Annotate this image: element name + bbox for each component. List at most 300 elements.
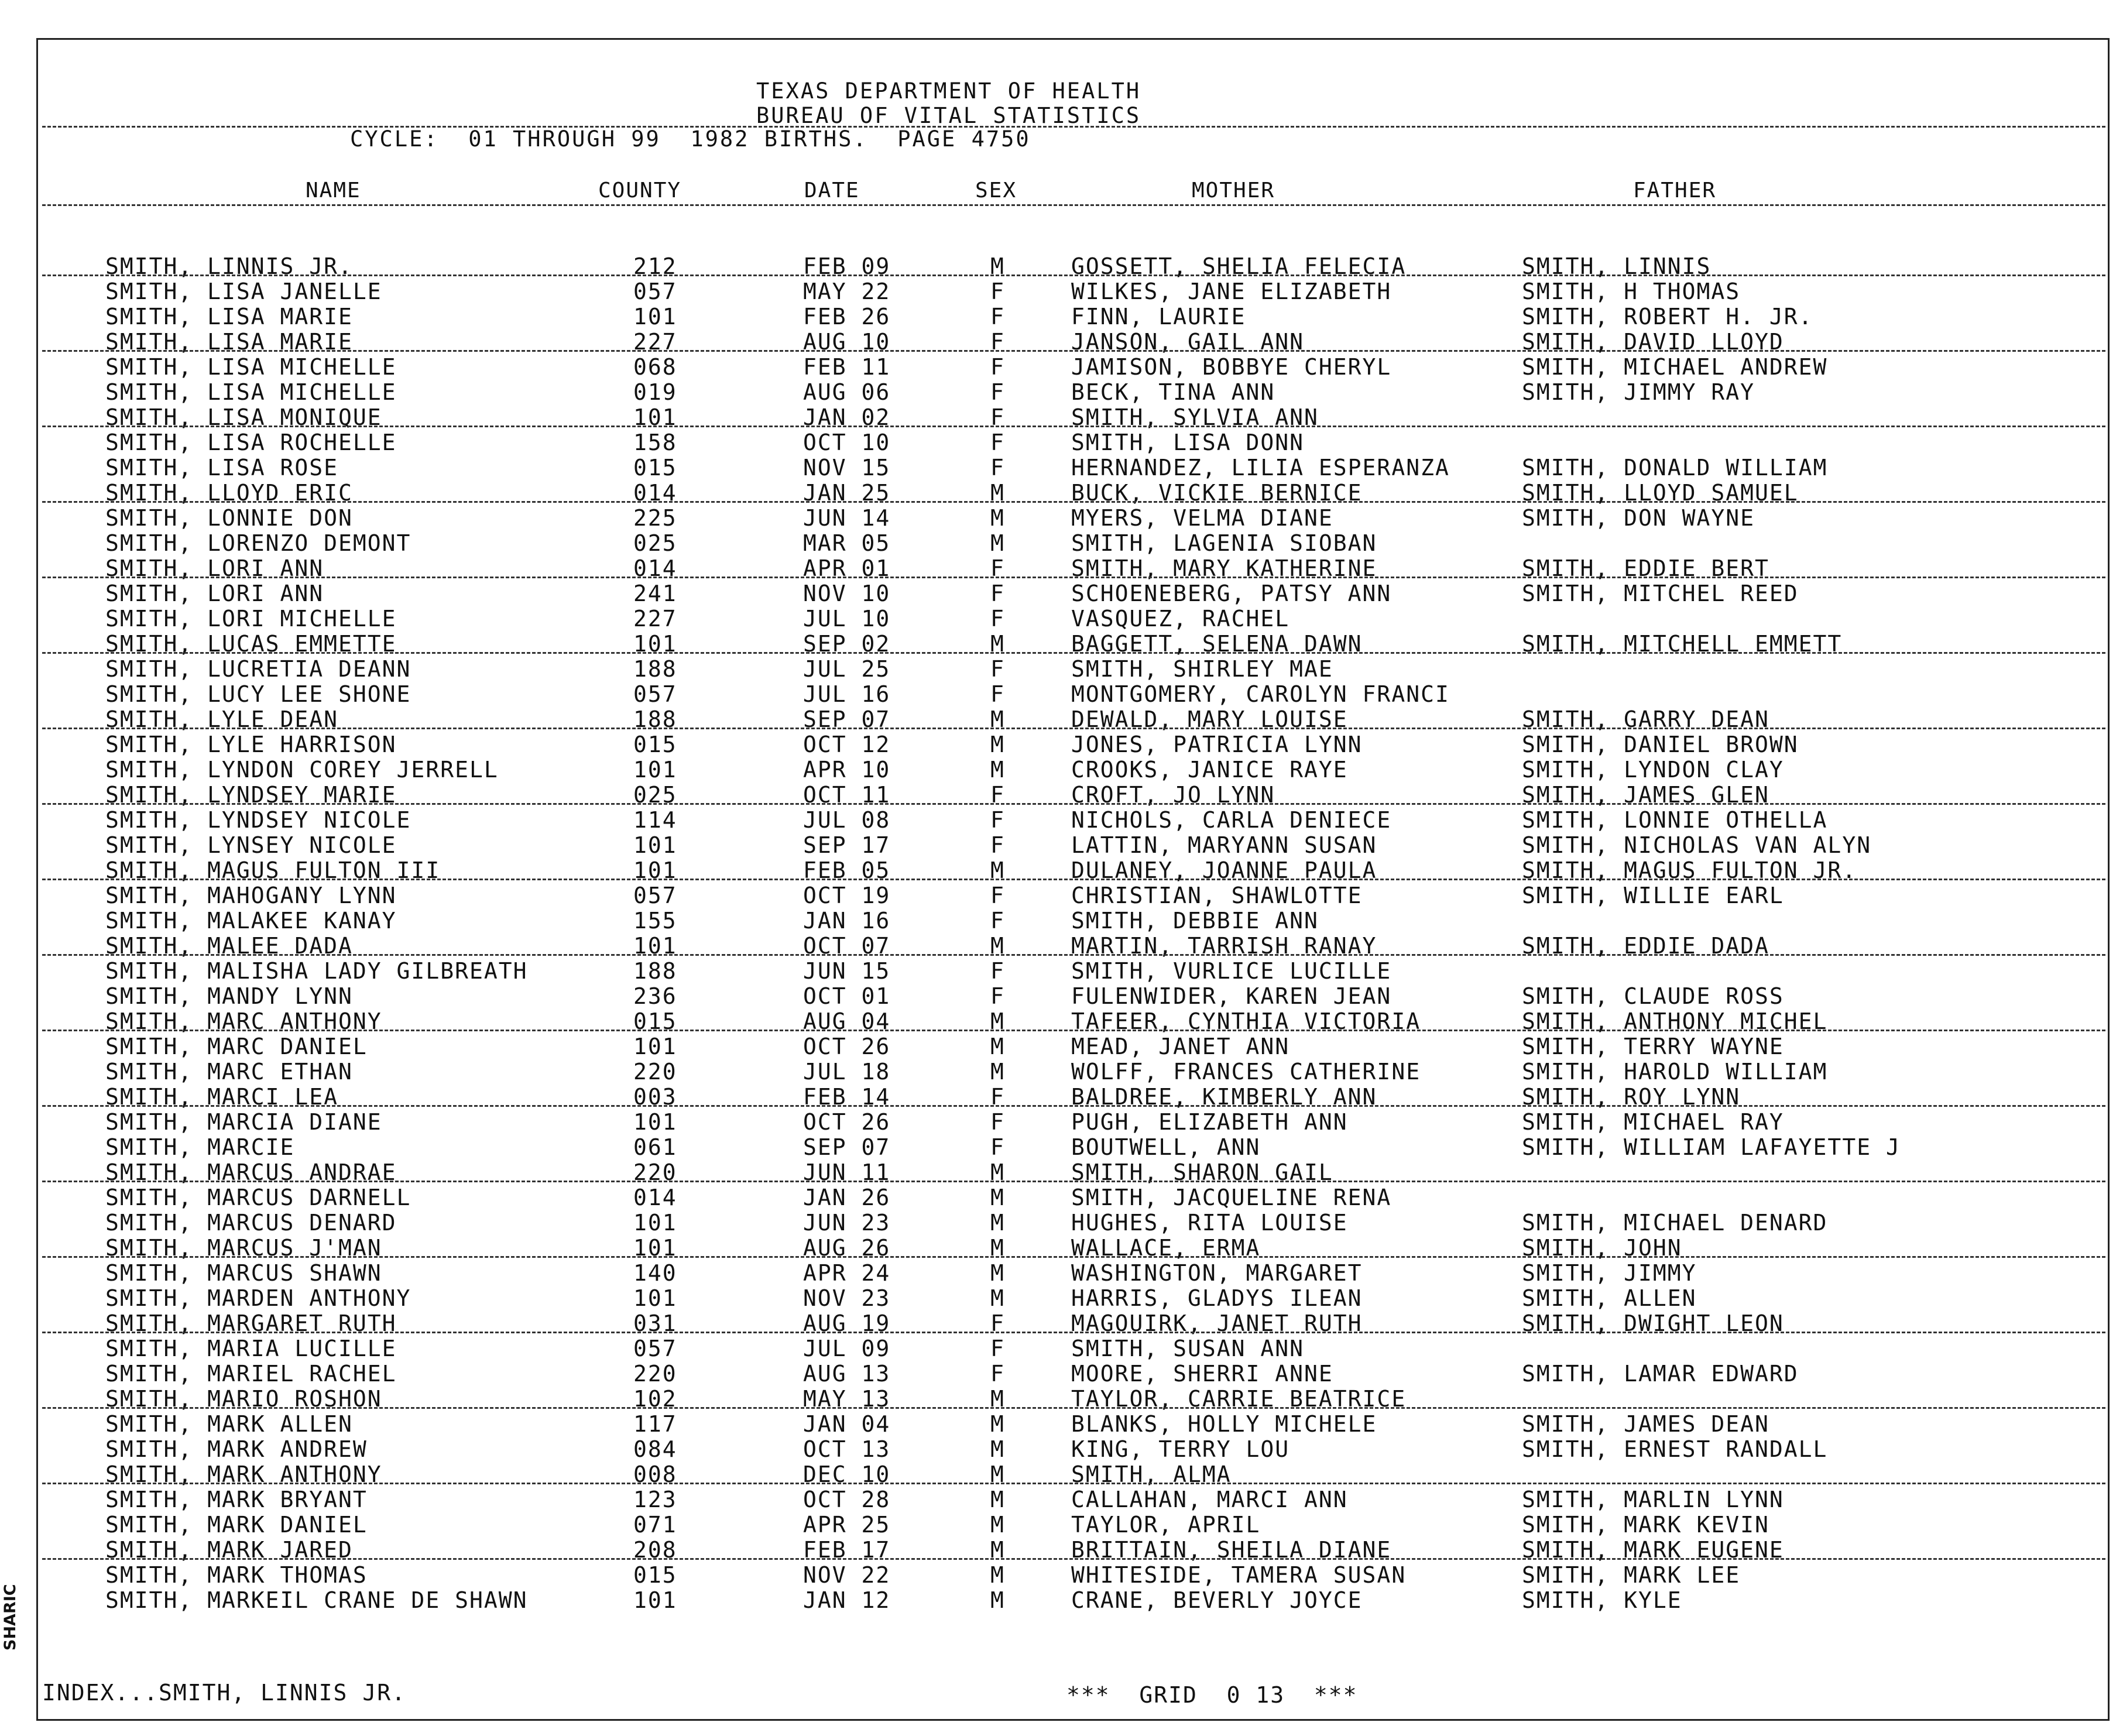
record-county: 101 — [633, 631, 677, 657]
record-sex: M — [990, 1436, 1005, 1462]
record-sex: M — [990, 1159, 1005, 1185]
record-mother: CROFT, JO LYNN — [1071, 782, 1275, 808]
record-county: 101 — [633, 857, 677, 883]
record-date: SEP 17 — [803, 832, 891, 858]
record-county: 212 — [633, 253, 677, 279]
record-father: SMITH, H THOMAS — [1522, 279, 1741, 304]
record-sex: M — [990, 1285, 1005, 1311]
record-name: SMITH, MALAKEE KANAY — [105, 908, 397, 934]
record-name: SMITH, MARKEIL CRANE DE SHAWN — [105, 1587, 528, 1613]
record-county: 003 — [633, 1084, 677, 1110]
record-name: SMITH, LUCAS EMMETTE — [105, 631, 397, 657]
record-father: SMITH, TERRY WAYNE — [1522, 1034, 1784, 1059]
record-sex: F — [990, 1109, 1005, 1135]
record-name: SMITH, MARC DANIEL — [105, 1034, 368, 1059]
record-date: OCT 13 — [803, 1436, 891, 1462]
record-mother: SMITH, SHARON GAIL — [1071, 1159, 1333, 1185]
table-row — [0, 833, 2123, 859]
record-father: SMITH, JOHN — [1522, 1235, 1682, 1261]
record-county: 014 — [633, 1185, 677, 1210]
record-name: SMITH, LORI ANN — [105, 555, 324, 581]
record-father: SMITH, MAGUS FULTON JR. — [1522, 857, 1857, 883]
record-name: SMITH, LISA ROCHELLE — [105, 430, 397, 455]
record-name: SMITH, MAGUS FULTON III — [105, 857, 441, 883]
record-father: SMITH, GARRY DEAN — [1522, 706, 1769, 732]
record-date: JUL 18 — [803, 1059, 891, 1085]
record-date: APR 10 — [803, 757, 891, 783]
table-row — [0, 1110, 2123, 1135]
record-sex: F — [990, 1310, 1005, 1336]
record-father: SMITH, MITCHELL EMMETT — [1522, 631, 1843, 657]
record-date: JAN 12 — [803, 1587, 891, 1613]
row-guide-rule — [42, 1483, 2105, 1484]
record-father: SMITH, MARK EUGENE — [1522, 1537, 1784, 1563]
row-guide-rule — [42, 1332, 2105, 1333]
table-row — [0, 531, 2123, 557]
record-date: OCT 19 — [803, 883, 891, 908]
record-date: JAN 26 — [803, 1185, 891, 1210]
record-mother: LATTIN, MARYANN SUSAN — [1071, 832, 1377, 858]
record-father: SMITH, JIMMY RAY — [1522, 379, 1755, 405]
table-row — [0, 506, 2123, 531]
record-sex: M — [990, 1461, 1005, 1487]
record-sex: M — [990, 631, 1005, 657]
record-county: 015 — [633, 1008, 677, 1034]
record-father: SMITH, MARK LEE — [1522, 1562, 1741, 1588]
record-date: FEB 11 — [803, 354, 891, 380]
record-date: APR 01 — [803, 555, 891, 581]
col-header-mother: MOTHER — [1192, 179, 1275, 203]
record-county: 158 — [633, 430, 677, 455]
record-name: SMITH, LORI ANN — [105, 581, 324, 606]
record-sex: F — [990, 656, 1005, 682]
record-father: SMITH, JAMES DEAN — [1522, 1411, 1769, 1437]
record-sex: M — [990, 1386, 1005, 1412]
col-header-sex: SEX — [975, 179, 1017, 203]
record-county: 101 — [633, 1034, 677, 1059]
record-sex: M — [990, 1235, 1005, 1261]
record-mother: SMITH, SHIRLEY MAE — [1071, 656, 1333, 682]
record-name: SMITH, MAHOGANY LYNN — [105, 883, 397, 908]
record-sex: F — [990, 606, 1005, 632]
record-mother: WASHINGTON, MARGARET — [1071, 1260, 1363, 1286]
record-father: SMITH, KYLE — [1522, 1587, 1682, 1613]
row-guide-rule — [42, 1105, 2105, 1107]
record-sex: M — [990, 480, 1005, 506]
record-father: SMITH, MARK KEVIN — [1522, 1512, 1769, 1538]
record-date: OCT 12 — [803, 732, 891, 757]
table-row — [0, 607, 2123, 632]
index-label: INDEX...SMITH, LINNIS JR. — [42, 1680, 406, 1706]
record-name: SMITH, MARGARET RUTH — [105, 1310, 397, 1336]
record-father: SMITH, MICHAEL ANDREW — [1522, 354, 1828, 380]
table-row — [0, 1563, 2123, 1589]
table-row — [0, 1286, 2123, 1312]
row-guide-rule — [42, 350, 2105, 352]
record-sex: M — [990, 1008, 1005, 1034]
record-mother: BALDREE, KIMBERLY ANN — [1071, 1084, 1377, 1110]
record-date: JUL 25 — [803, 656, 891, 682]
grid-label: *** GRID 0 13 *** — [1066, 1682, 1358, 1708]
record-father: SMITH, WILLIE EARL — [1522, 883, 1784, 908]
record-date: OCT 10 — [803, 430, 891, 455]
record-father: SMITH, LONNIE OTHELLA — [1522, 807, 1828, 833]
record-sex: M — [990, 1537, 1005, 1563]
record-name: SMITH, LORI MICHELLE — [105, 606, 397, 632]
table-row — [0, 380, 2123, 406]
col-header-name: NAME — [306, 179, 361, 203]
row-guide-rule — [42, 577, 2105, 578]
record-name: SMITH, LISA MICHELLE — [105, 379, 397, 405]
department-title: TEXAS DEPARTMENT OF HEALTH — [756, 78, 1141, 104]
record-father: SMITH, JIMMY — [1522, 1260, 1697, 1286]
record-sex: F — [990, 304, 1005, 330]
record-name: SMITH, MARCUS J'MAN — [105, 1235, 382, 1261]
record-sex: M — [990, 732, 1005, 757]
table-row — [0, 1060, 2123, 1085]
record-father: SMITH, WILLIAM LAFAYETTE J — [1522, 1134, 1901, 1160]
record-sex: F — [990, 908, 1005, 934]
record-father: SMITH, HAROLD WILLIAM — [1522, 1059, 1828, 1085]
record-father: SMITH, DONALD WILLIAM — [1522, 455, 1828, 481]
record-father: SMITH, JAMES GLEN — [1522, 782, 1769, 808]
record-name: SMITH, MARC ANTHONY — [105, 1008, 382, 1034]
record-mother: PUGH, ELIZABETH ANN — [1071, 1109, 1348, 1135]
record-county: 236 — [633, 983, 677, 1009]
record-mother: KING, TERRY LOU — [1071, 1436, 1290, 1462]
table-row — [0, 959, 2123, 984]
record-sex: F — [990, 782, 1005, 808]
record-county: 084 — [633, 1436, 677, 1462]
record-name: SMITH, MARK ANTHONY — [105, 1461, 382, 1487]
record-sex: M — [990, 1562, 1005, 1588]
row-guide-rule — [42, 728, 2105, 729]
record-county: 101 — [633, 1235, 677, 1261]
record-father: SMITH, LYNDON CLAY — [1522, 757, 1784, 783]
table-row — [0, 758, 2123, 783]
record-county: 220 — [633, 1361, 677, 1387]
record-date: MAR 05 — [803, 530, 891, 556]
record-county: 019 — [633, 379, 677, 405]
row-guide-rule — [42, 426, 2105, 427]
record-date: JUN 11 — [803, 1159, 891, 1185]
record-date: OCT 11 — [803, 782, 891, 808]
record-county: 227 — [633, 606, 677, 632]
record-name: SMITH, LISA MONIQUE — [105, 404, 382, 430]
record-county: 225 — [633, 505, 677, 531]
record-name: SMITH, LISA MARIE — [105, 304, 353, 330]
record-mother: SMITH, DEBBIE ANN — [1071, 908, 1319, 934]
record-sex: M — [990, 757, 1005, 783]
record-name: SMITH, MARK JARED — [105, 1537, 353, 1563]
record-county: 068 — [633, 354, 677, 380]
record-name: SMITH, LUCRETIA DEANN — [105, 656, 411, 682]
record-mother: SMITH, SUSAN ANN — [1071, 1336, 1305, 1361]
record-name: SMITH, MALISHA LADY GILBREATH — [105, 958, 528, 984]
record-date: MAY 22 — [803, 279, 891, 304]
table-row — [0, 1337, 2123, 1362]
record-sex: M — [990, 530, 1005, 556]
record-sex: F — [990, 354, 1005, 380]
record-name: SMITH, LYNDON COREY JERRELL — [105, 757, 499, 783]
record-mother: SMITH, MARY KATHERINE — [1071, 555, 1377, 581]
record-date: OCT 07 — [803, 933, 891, 959]
record-name: SMITH, MARCUS ANDRAE — [105, 1159, 397, 1185]
record-county: 031 — [633, 1310, 677, 1336]
record-name: SMITH, MARCUS DENARD — [105, 1210, 397, 1236]
record-county: 057 — [633, 681, 677, 707]
record-mother: MARTIN, TARRISH RANAY — [1071, 933, 1377, 959]
record-sex: F — [990, 1134, 1005, 1160]
record-date: OCT 28 — [803, 1487, 891, 1512]
record-mother: SMITH, LISA DONN — [1071, 430, 1305, 455]
record-name: SMITH, LLOYD ERIC — [105, 480, 353, 506]
row-guide-rule — [42, 1558, 2105, 1560]
record-name: SMITH, MARK ANDREW — [105, 1436, 368, 1462]
record-date: JUN 15 — [803, 958, 891, 984]
record-county: 101 — [633, 1210, 677, 1236]
record-father: SMITH, LAMAR EDWARD — [1522, 1361, 1799, 1387]
record-sex: F — [990, 329, 1005, 355]
record-county: 101 — [633, 404, 677, 430]
record-name: SMITH, MARIO ROSHON — [105, 1386, 382, 1412]
row-guide-rule — [42, 803, 2105, 805]
record-sex: F — [990, 1084, 1005, 1110]
table-row — [0, 1186, 2123, 1211]
record-mother: HERNANDEZ, LILIA ESPERANZA — [1071, 455, 1450, 481]
record-date: FEB 05 — [803, 857, 891, 883]
record-date: AUG 10 — [803, 329, 891, 355]
record-mother: TAYLOR, CARRIE BEATRICE — [1071, 1386, 1407, 1412]
record-name: SMITH, LORENZO DEMONT — [105, 530, 411, 556]
record-mother: SCHOENEBERG, PATSY ANN — [1071, 581, 1392, 606]
record-name: SMITH, MANDY LYNN — [105, 983, 353, 1009]
row-guide-rule — [42, 501, 2105, 503]
record-mother: DEWALD, MARY LOUISE — [1071, 706, 1348, 732]
record-father: SMITH, ALLEN — [1522, 1285, 1697, 1311]
record-name: SMITH, MARK DANIEL — [105, 1512, 368, 1538]
record-mother: SMITH, VURLICE LUCILLE — [1071, 958, 1392, 984]
record-mother: WHITESIDE, TAMERA SUSAN — [1071, 1562, 1407, 1588]
record-sex: M — [990, 1185, 1005, 1210]
record-county: 114 — [633, 807, 677, 833]
record-county: 101 — [633, 304, 677, 330]
record-county: 102 — [633, 1386, 677, 1412]
col-header-father: FATHER — [1633, 179, 1717, 203]
record-mother: MONTGOMERY, CAROLYN FRANCI — [1071, 681, 1450, 707]
record-mother: JONES, PATRICIA LYNN — [1071, 732, 1363, 757]
table-row — [0, 1211, 2123, 1236]
record-sex: M — [990, 1059, 1005, 1085]
record-sex: F — [990, 404, 1005, 430]
record-county: 025 — [633, 530, 677, 556]
record-county: 061 — [633, 1134, 677, 1160]
table-row — [0, 280, 2123, 305]
record-name: SMITH, LYNDSEY MARIE — [105, 782, 397, 808]
bureau-title: BUREAU OF VITAL STATISTICS — [756, 103, 1141, 128]
record-sex: F — [990, 958, 1005, 984]
record-county: 101 — [633, 933, 677, 959]
record-father: SMITH, ROBERT H. JR. — [1522, 304, 1813, 330]
record-county: 025 — [633, 782, 677, 808]
record-father: SMITH, DAVID LLOYD — [1522, 329, 1784, 355]
record-date: JUN 14 — [803, 505, 891, 531]
record-date: JAN 25 — [803, 480, 891, 506]
record-county: 014 — [633, 480, 677, 506]
record-county: 208 — [633, 1537, 677, 1563]
record-date: NOV 22 — [803, 1562, 891, 1588]
record-sex: M — [990, 253, 1005, 279]
record-name: SMITH, LINNIS JR. — [105, 253, 353, 279]
record-date: JUL 08 — [803, 807, 891, 833]
record-name: SMITH, LUCY LEE SHONE — [105, 681, 411, 707]
record-date: FEB 09 — [803, 253, 891, 279]
table-row — [0, 582, 2123, 607]
record-date: JUN 23 — [803, 1210, 891, 1236]
record-father: SMITH, MITCHEL REED — [1522, 581, 1799, 606]
table-row — [0, 355, 2123, 380]
record-name: SMITH, LYNDSEY NICOLE — [105, 807, 411, 833]
record-sex: F — [990, 1336, 1005, 1361]
table-row — [0, 1362, 2123, 1387]
record-sex: F — [990, 1361, 1005, 1387]
record-sex: F — [990, 581, 1005, 606]
record-name: SMITH, MALEE DADA — [105, 933, 353, 959]
record-date: JUL 16 — [803, 681, 891, 707]
record-county: 241 — [633, 581, 677, 606]
record-mother: JAMISON, BOBBYE CHERYL — [1071, 354, 1392, 380]
record-name: SMITH, LISA ROSE — [105, 455, 339, 481]
record-mother: SMITH, JACQUELINE RENA — [1071, 1185, 1392, 1210]
record-sex: F — [990, 555, 1005, 581]
table-row — [0, 431, 2123, 456]
table-row — [0, 1488, 2123, 1513]
table-row — [0, 1412, 2123, 1437]
record-county: 015 — [633, 732, 677, 757]
record-father: SMITH, DANIEL BROWN — [1522, 732, 1799, 757]
record-sex: M — [990, 1260, 1005, 1286]
record-father: SMITH, CLAUDE ROSS — [1522, 983, 1784, 1009]
record-date: NOV 10 — [803, 581, 891, 606]
record-date: JUL 10 — [803, 606, 891, 632]
record-county: 008 — [633, 1461, 677, 1487]
row-guide-rule — [42, 1030, 2105, 1031]
record-father: SMITH, NICHOLAS VAN ALYN — [1522, 832, 1872, 858]
record-father: SMITH, ROY LYNN — [1522, 1084, 1741, 1110]
record-father: SMITH, DWIGHT LEON — [1522, 1310, 1784, 1336]
record-father: SMITH, MICHAEL RAY — [1522, 1109, 1784, 1135]
record-county: 101 — [633, 757, 677, 783]
record-date: OCT 26 — [803, 1034, 891, 1059]
record-sex: F — [990, 379, 1005, 405]
record-name: SMITH, MARCUS DARNELL — [105, 1185, 411, 1210]
record-mother: CROOKS, JANICE RAYE — [1071, 757, 1348, 783]
record-father: SMITH, LLOYD SAMUEL — [1522, 480, 1799, 506]
record-sex: F — [990, 983, 1005, 1009]
record-mother: CRANE, BEVERLY JOYCE — [1071, 1587, 1363, 1613]
record-date: JAN 16 — [803, 908, 891, 934]
record-name: SMITH, MARK ALLEN — [105, 1411, 353, 1437]
table-row — [0, 1589, 2123, 1614]
record-county: 057 — [633, 883, 677, 908]
table-row — [0, 305, 2123, 330]
table-row — [0, 884, 2123, 909]
record-county: 140 — [633, 1260, 677, 1286]
record-mother: TAFEER, CYNTHIA VICTORIA — [1071, 1008, 1421, 1034]
table-row — [0, 984, 2123, 1010]
record-mother: MYERS, VELMA DIANE — [1071, 505, 1333, 531]
record-mother: MAGOUIRK, JANET RUTH — [1071, 1310, 1363, 1336]
record-sex: F — [990, 832, 1005, 858]
record-father: SMITH, EDDIE DADA — [1522, 933, 1769, 959]
record-sex: F — [990, 455, 1005, 481]
table-row — [0, 1035, 2123, 1060]
row-guide-rule — [42, 879, 2105, 880]
record-county: 071 — [633, 1512, 677, 1538]
record-sex: F — [990, 430, 1005, 455]
record-mother: HUGHES, RITA LOUISE — [1071, 1210, 1348, 1236]
record-county: 101 — [633, 832, 677, 858]
record-sex: M — [990, 706, 1005, 732]
record-date: APR 24 — [803, 1260, 891, 1286]
record-mother: WALLACE, ERMA — [1071, 1235, 1261, 1261]
record-date: SEP 02 — [803, 631, 891, 657]
record-name: SMITH, MARDEN ANTHONY — [105, 1285, 411, 1311]
record-county: 015 — [633, 455, 677, 481]
record-name: SMITH, LISA MARIE — [105, 329, 353, 355]
row-guide-rule — [42, 275, 2105, 276]
record-mother: VASQUEZ, RACHEL — [1071, 606, 1290, 632]
row-guide-rule — [42, 1256, 2105, 1258]
table-row — [0, 1437, 2123, 1463]
cycle-line: CYCLE: 01 THROUGH 99 1982 BIRTHS. PAGE 4750 — [350, 126, 1031, 152]
record-date: SEP 07 — [803, 706, 891, 732]
record-county: 227 — [633, 329, 677, 355]
table-row — [0, 657, 2123, 682]
table-row — [0, 808, 2123, 833]
record-father: SMITH, ERNEST RANDALL — [1522, 1436, 1828, 1462]
record-county: 188 — [633, 958, 677, 984]
record-sex: M — [990, 857, 1005, 883]
record-sex: M — [990, 933, 1005, 959]
col-header-county: COUNTY — [598, 179, 682, 203]
record-sex: F — [990, 883, 1005, 908]
record-father: SMITH, DON WAYNE — [1522, 505, 1755, 531]
table-row — [0, 456, 2123, 481]
record-date: FEB 26 — [803, 304, 891, 330]
record-mother: JANSON, GAIL ANN — [1071, 329, 1305, 355]
record-name: SMITH, MARCIA DIANE — [105, 1109, 382, 1135]
record-date: AUG 06 — [803, 379, 891, 405]
record-sex: M — [990, 1034, 1005, 1059]
column-header-rule — [42, 204, 2105, 206]
record-date: DEC 10 — [803, 1461, 891, 1487]
record-date: FEB 17 — [803, 1537, 891, 1563]
record-father: SMITH, ANTHONY MICHEL — [1522, 1008, 1828, 1034]
table-row — [0, 733, 2123, 758]
record-mother: MEAD, JANET ANN — [1071, 1034, 1290, 1059]
record-father: SMITH, MARLIN LYNN — [1522, 1487, 1784, 1512]
record-father: SMITH, LINNIS — [1522, 253, 1712, 279]
record-date: OCT 01 — [803, 983, 891, 1009]
record-date: APR 25 — [803, 1512, 891, 1538]
record-mother: MOORE, SHERRI ANNE — [1071, 1361, 1333, 1387]
record-name: SMITH, LISA JANELLE — [105, 279, 382, 304]
record-mother: TAYLOR, APRIL — [1071, 1512, 1261, 1538]
record-mother: BOUTWELL, ANN — [1071, 1134, 1261, 1160]
row-guide-rule — [42, 1407, 2105, 1409]
record-sex: M — [990, 1512, 1005, 1538]
